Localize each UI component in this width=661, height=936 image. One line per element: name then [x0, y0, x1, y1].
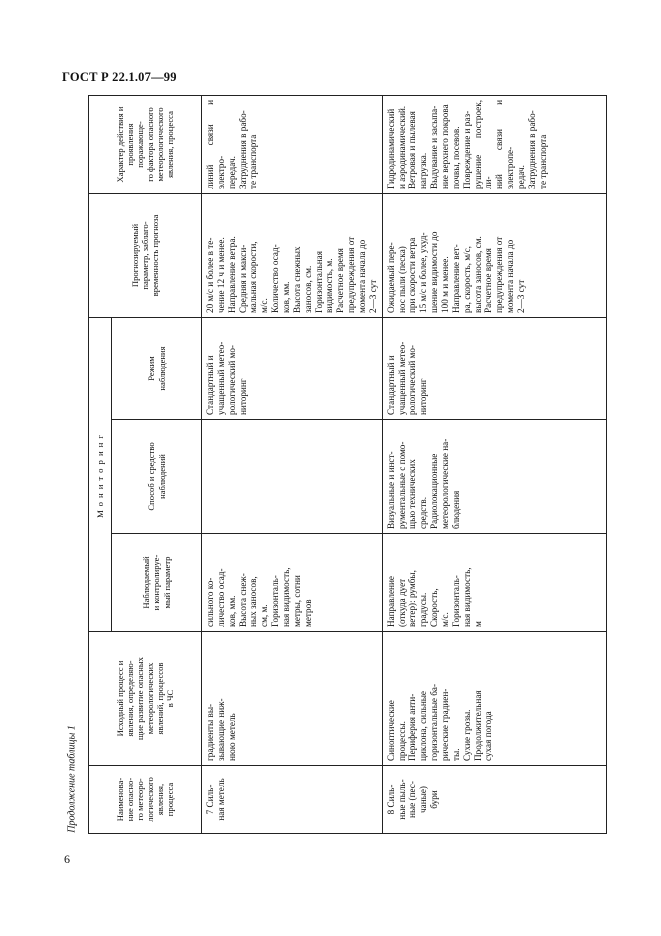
- cell-forecast: Ожидаемый пере- нос пыли (песка) при скорости ветра 15 м/с и более, ухуд- шение видимости до 100 м и менее. Направление вет- ра, скорость, м/с, высота заносов, см. Расчетное время предупреждения от момента начала до 2—3 сут: [382, 193, 606, 317]
- header-forecast: Прогнозируемый параметр, заблаго- временность прогноза: [89, 193, 202, 317]
- header-monitoring: Мониторинг: [89, 317, 112, 631]
- cell-name: 8 Силь- ные пыль- ные (пес- чаные) бури: [382, 766, 606, 834]
- header-mode: Режим наблюдения: [112, 317, 202, 419]
- cell-mode: Стандартный и учащенный метео- рологический мо- ниторинг: [382, 317, 606, 419]
- header-observed: Наблюдаемый и контролируе- мый параметр: [112, 534, 202, 632]
- cell-source: Синоптические процессы. Периферия анти- циклона, сильные горизонтальные ба- рические градиен- ты. Сухие грозы. Продолжительная сухая погода: [382, 632, 606, 766]
- hazard-table: [88, 95, 607, 834]
- cell-source: градиенты вы- зывающие ниж- нюю метель: [202, 632, 383, 766]
- cell-mode: Стандартный и учащенный метео- рологический мо- ниторинг: [202, 317, 383, 419]
- cell-method: [202, 420, 383, 534]
- header-effects: Характер действия и проявления поражающе- го фактора опасного метеорологического явления, процесса: [89, 95, 202, 193]
- table-caption-container: [62, 725, 82, 833]
- header-name: Наименова- ние опасно- го метеоро- логического явления, процесса: [89, 766, 202, 834]
- cell-effects: линий связи и электро- передач. Затруднения в рабо- те транспорта: [202, 95, 383, 193]
- rotated-table: [88, 96, 607, 834]
- table-caption: Продолжение таблицы 1: [66, 725, 78, 833]
- header-method: Способ и средство наблюдений: [112, 420, 202, 534]
- cell-observed: Направление (откуда дует ветер): румбы, градусы. Скорость, м/с. Горизонталь- ная видимость, м: [382, 534, 606, 632]
- cell-name: 7 Силь- ная метель: [202, 766, 383, 834]
- cell-method: Визуальные и инст- рументальные с помо- щью технических средств. Радиолокационные метеорологические на- блюдения: [382, 420, 606, 534]
- page-header: ГОСТ Р 22.1.07—99: [62, 70, 177, 84]
- page-number: 6: [64, 852, 70, 866]
- table-row: [382, 95, 606, 833]
- table-container: [88, 96, 607, 834]
- cell-forecast: 20 м/с и более в те- чение 12 ч и менее. Направление ветра. Средняя и макси- мальная скорости, м/с. Количество осад- ков, мм. Высота снежных заносов, см. Горизонтальная видимость, м. Расчетное время предупреждения от момента начала до 2—3 сут: [202, 193, 383, 317]
- table-row: [202, 95, 383, 833]
- cell-effects: Гидродинамический и аэродинамический. Ветровая и пылевая нагрузка. Выдувание и засыпа- ние верхнего покрова почвы, посевов. Повреждение и раз- рушение построек, ли- ний связи и электропе- редач. Затруднения в рабо- те транспорта: [382, 95, 606, 193]
- header-source: Исходный процесс и явления, определяю- щие развитие опасных метеорологических явлений, процессов в ЧС: [89, 632, 202, 766]
- cell-observed: сильного ко- личество осад- ков, мм. Высота снеж- ных заносов, см, м. Горизонталь- ная видимость, метры, сотни метров: [202, 534, 383, 632]
